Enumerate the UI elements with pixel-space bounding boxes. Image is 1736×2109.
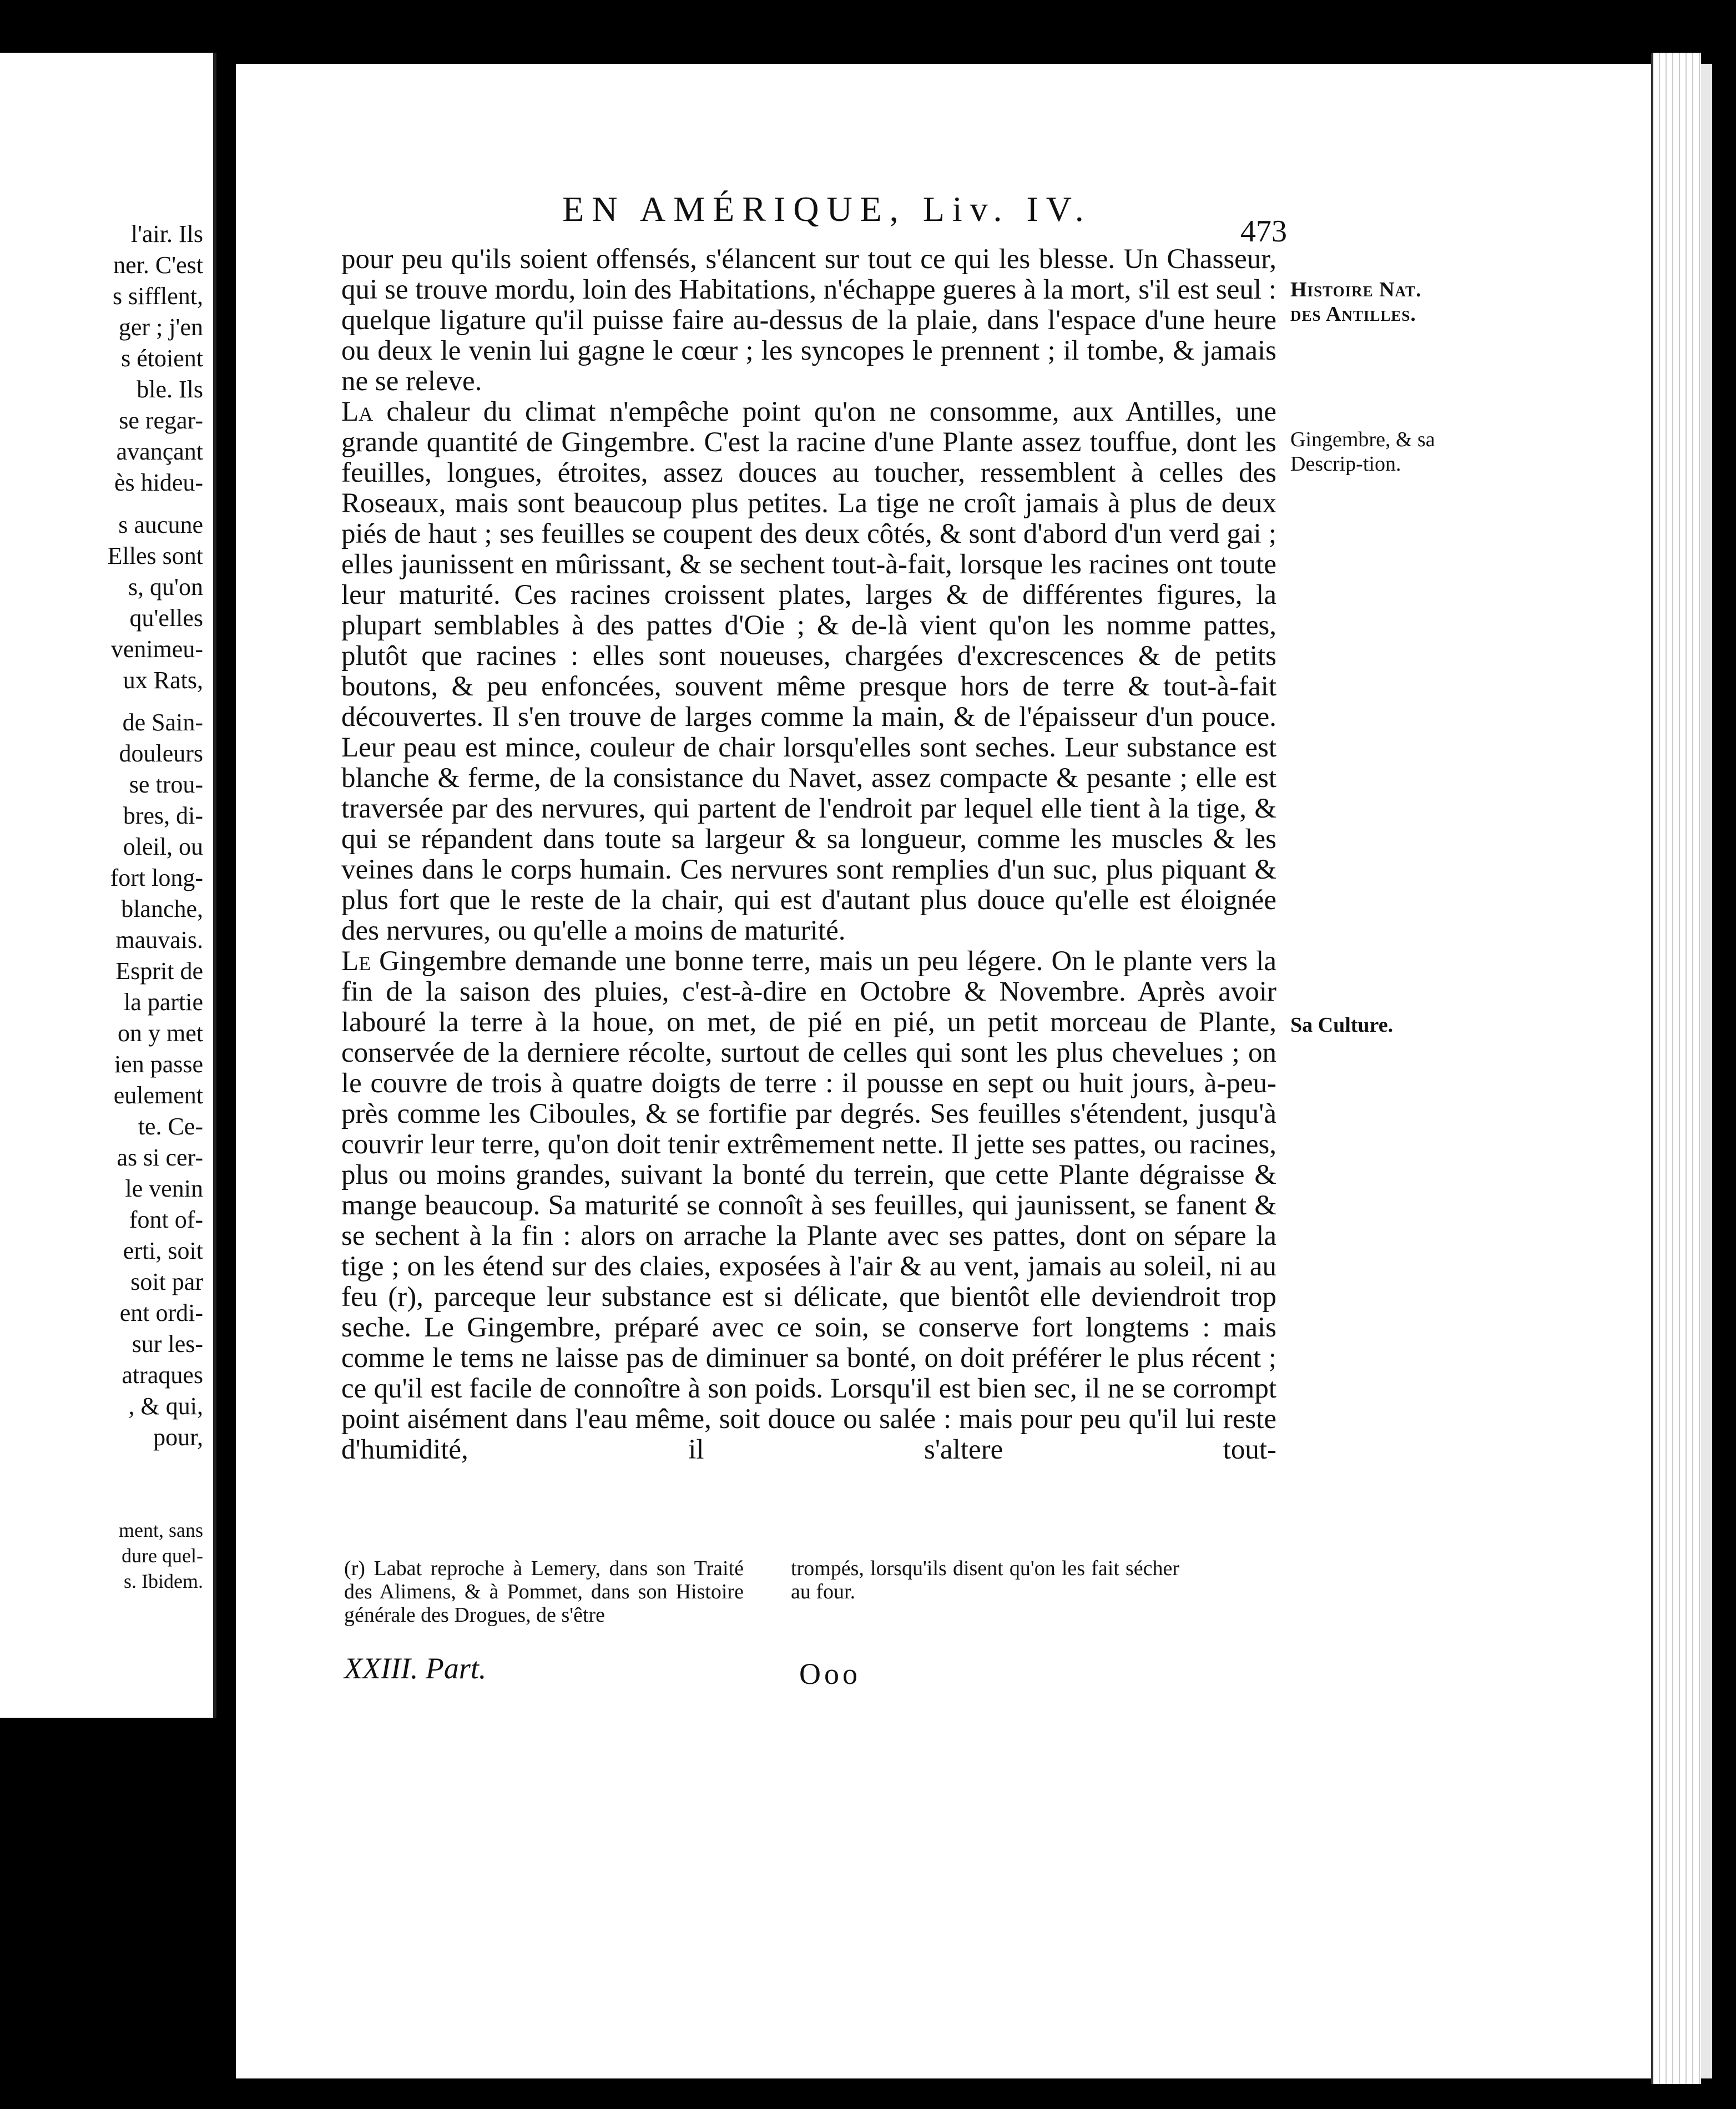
- previous-page-line: l'air. Ils: [130, 220, 203, 248]
- margin-note-gingembre: Gingembre, & sa Descrip-tion.: [1290, 428, 1435, 476]
- previous-page-line: bres, di-: [123, 802, 203, 829]
- previous-page-line: soit par: [130, 1268, 203, 1295]
- previous-page-line: oleil, ou: [123, 833, 203, 860]
- previous-page-line: s aucune: [118, 511, 203, 538]
- previous-page-line: se trou-: [129, 771, 203, 798]
- previous-page-line: de Sain-: [122, 709, 203, 736]
- previous-page-line: ent ordi-: [119, 1299, 203, 1326]
- footnote-column-2: trompés, lorsqu'ils disent qu'on les fait sécher au four.: [791, 1557, 1179, 1603]
- previous-page-line: ux Rats,: [123, 667, 203, 694]
- running-head: EN AMÉRIQUE, Liv. IV.: [562, 189, 1092, 229]
- previous-page-line: , & qui,: [128, 1392, 203, 1420]
- previous-page-line: ner. C'est: [113, 251, 203, 279]
- previous-page-line: Esprit de: [115, 957, 203, 985]
- previous-page-line: venimeu-: [110, 635, 203, 663]
- previous-page-line: ien passe: [114, 1051, 203, 1078]
- paragraph-2-text: chaleur du climat n'empêche point qu'on ne consomme, aux Antilles, une grande quantité de Gingembre. C'est la racine d'une Plante assez touffue, dont les feuilles, longues, étroites, assez douces au toucher, ressemblent à celles des Roseaux, mais sont beaucoup plus petites. La tige ne croît jamais à plus de deux piés de haut ; ses feuilles se coupent des deux côtés, & sont d'abord d'un verd gai ; elles jaunissent en mûrissant, & se sechent tout-à-fait, lorsque les racines ont toute leur maturité. Ces racines croissent plates, larges & de différentes figures, la plupart semblables à des pattes d'Oie ; & de-là vient qu'on les nomme pattes, plutôt que racines : elles sont noueuses, chargées d'excrescences & de petits boutons, & peu enfoncées, souvent même presque hors de terre & tout-à-fait découvertes. Il s'en trouve de larges comme la main, & de l'épaisseur d'un pouce. Leur peau est mince, couleur de chair lorsqu'elles sont seches. Leur substance est blanche & ferme, de la consistance du Navet, assez compacte & pesante ; elle est traversée par des nervures, qui partent de l'endroit par lequel elle tient à la tige, & qui se répandent dans toute sa largeur & sa longueur, comme les muscles & les veines dans le corps humain. Ces nervures sont remplies d'un suc, plus piquant & plus fort que le reste de la chair, qui est d'autant plus douce qu'elle est éloignée des nervures, ou qu'elle a moins de maturité.: [341, 396, 1276, 946]
- previous-page-line: sur les-: [132, 1330, 203, 1358]
- previous-page-line: as si cer-: [117, 1144, 203, 1171]
- previous-page-line: atraques: [122, 1361, 203, 1389]
- previous-page-line: s sifflent,: [113, 282, 203, 310]
- previous-page-footnote-line: ment, sans: [119, 1519, 203, 1541]
- previous-page-line: on y met: [118, 1020, 203, 1047]
- previous-page-line: s, qu'on: [128, 573, 203, 601]
- paragraph-3: [341, 946, 1276, 1465]
- margin-note-culture: Sa Culture.: [1290, 1013, 1394, 1037]
- paragraph-3-text: Gingembre demande une bonne terre, mais un peu légere. On le plante vers la fin de la saison des pluies, c'est-à-dire en Octobre & Novembre. Après avoir labouré la terre à la houe, on met, de pié en pié, un petit morceau de Plante, conservée de la derniere récolte, surtout de celles qui sont les plus chevelues ; on le couvre de trois à quatre doigts de terre : il pousse en sept ou huit jours, à-peu-près comme les Ciboules, & se fortifie par degrés. Ses feuilles s'étendent, jusqu'à couvrir leur terre, qu'on doit tenir extrêmement nette. Il jette ses pattes, ou racines, plus ou moins grandes, suivant la bonté du terrein, que cette Plante dégraisse & mange beaucoup. Sa maturité se connoît à ses feuilles, qui jaunissent, se fanent & se sechent à la fin : alors on arrache la Plante avec ses pattes, dont on sépare la tige ; on les étend sur des claies, exposées à l'air & au vent, jamais au soleil, ni au feu (r), parceque leur substance est si délicate, que bientôt elle deviendroit trop seche. Le Gingembre, préparé avec ce soin, se conserve fort longtems : mais comme le tems ne laisse pas de diminuer sa bonté, on doit préférer le plus récent ; ce qu'il est facile de connoître à son poids. Lorsqu'il est bien sec, il ne se corrompt point aisément dans l'eau même, soit douce ou salée : mais pour peu qu'il lui reste d'humidité, il s'altere tout-: [341, 946, 1276, 1465]
- previous-page-line: s étoient: [121, 345, 203, 372]
- previous-page: [0, 53, 216, 1718]
- previous-page-line: avançant: [116, 438, 203, 465]
- previous-page-line: ger ; j'en: [118, 314, 203, 341]
- previous-page-line: ès hideu-: [114, 469, 203, 496]
- previous-page-line: douleurs: [119, 740, 203, 767]
- paragraph-2: [341, 397, 1276, 946]
- paragraph-3-lead: Le: [341, 946, 371, 977]
- previous-page-footnote-line: dure quel-: [122, 1545, 203, 1567]
- footnote-column-1: (r) Labat reproche à Lemery, dans son Traité des Alimens, & à Pommet, dans son Histoire générale des Drogues, de s'être: [344, 1557, 744, 1627]
- paragraph-2-lead: La: [341, 396, 374, 427]
- previous-page-line: qu'elles: [129, 604, 203, 632]
- previous-page-line: te. Ce-: [138, 1113, 203, 1140]
- paragraph-1: pour peu qu'ils soient offensés, s'élancent sur tout ce qui les blesse. Un Chasseur, qui se trouve mordu, loin des Habitations, n'échappe gueres à la mort, s'il est seul : quelque ligature qu'il puisse faire au-dessus de la plaie, dans l'espace d'une heure ou deux le venin lui gagne le cœur ; les syncopes le prennent ; il tombe, & jamais ne se releve.: [341, 244, 1276, 397]
- previous-page-line: ble. Ils: [137, 376, 203, 403]
- previous-page-line: se regar-: [119, 407, 203, 434]
- page-edges: [1651, 53, 1701, 2084]
- signature-mark: XXIII. Part.: [344, 1652, 487, 1685]
- previous-page-line: le venin: [125, 1175, 203, 1202]
- previous-page-line: fort long-: [110, 864, 203, 891]
- margin-note-section: Histoire Nat. des Antilles.: [1290, 278, 1422, 326]
- catchword: Ooo: [799, 1657, 861, 1691]
- previous-page-footnote-line: s. Ibidem.: [124, 1570, 203, 1592]
- page-number: 473: [1240, 214, 1287, 249]
- previous-page-line: eulement: [113, 1082, 203, 1109]
- body-text: [341, 244, 1276, 1465]
- previous-page-line: mauvais.: [115, 926, 203, 953]
- previous-page-line: erti, soit: [123, 1237, 203, 1264]
- previous-page-line: Elles sont: [107, 542, 203, 569]
- previous-page-line: blanche,: [121, 895, 203, 922]
- previous-page-line: pour,: [153, 1424, 203, 1451]
- previous-page-line: font of-: [129, 1206, 203, 1233]
- previous-page-line: la partie: [124, 988, 203, 1016]
